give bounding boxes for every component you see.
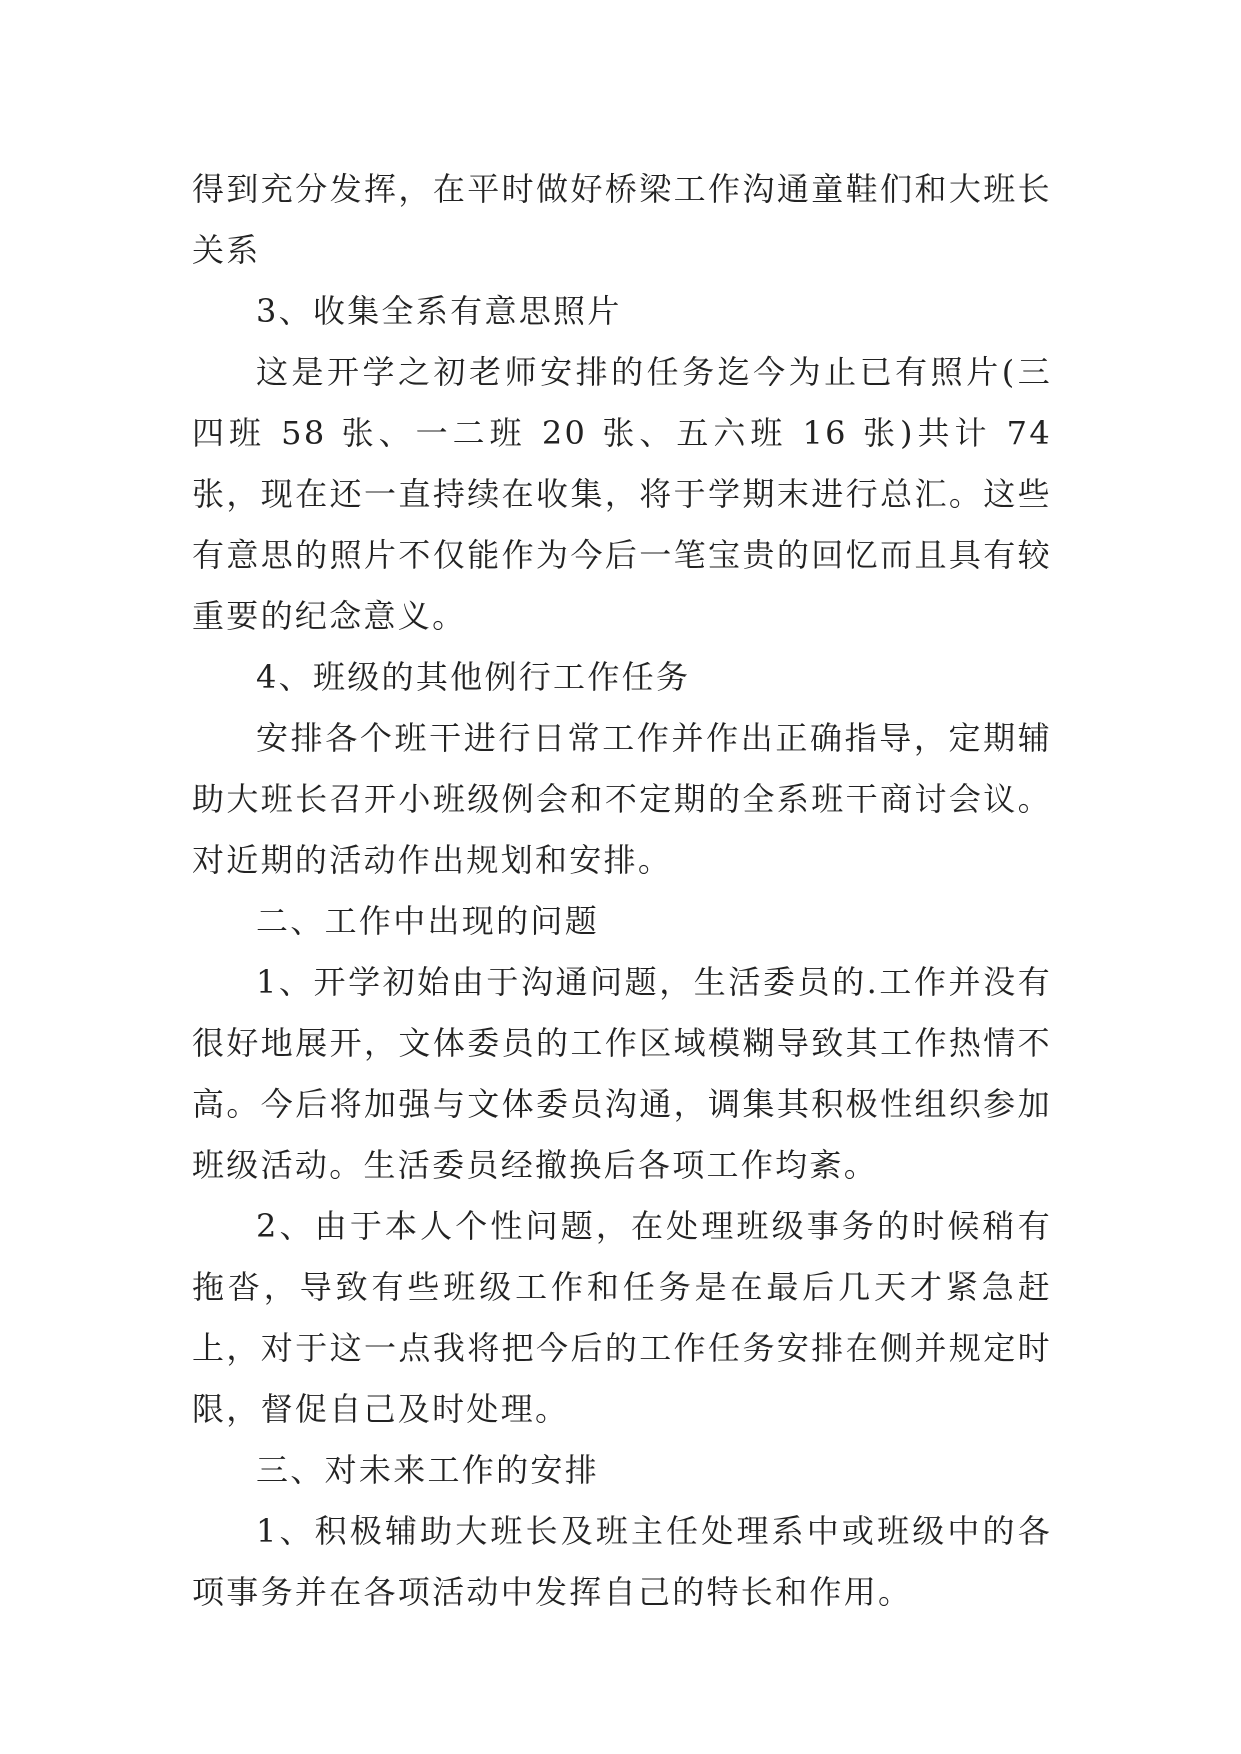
paragraph-photos: 这是开学之初老师安排的任务迄今为止已有照片(三四班 58 张、一二班 20 张、五六班 16 张)共计 74 张，现在还一直持续在收集，将于学期末进行总汇。这些有意思的照片不仅能作为今后一笔宝贵的回忆而且具有较重要的纪念意义。 — [192, 353, 1052, 635]
paragraph-problem-2: 2、由于本人个性问题，在处理班级事务的时候稍有拖沓，导致有些班级工作和任务是在最后几天才紧急赶上，对于这一点我将把今后的工作任务安排在侧并规定时限，督促自己及时处理。 — [192, 1207, 1052, 1428]
section-heading-photos: 3、收集全系有意思照片 — [256, 292, 622, 330]
section-heading-routine-tasks: 4、班级的其他例行工作任务 — [256, 658, 691, 696]
section-heading-problems: 二、工作中出现的问题 — [256, 902, 600, 940]
paragraph-problem-1: 1、开学初始由于沟通问题，生活委员的.工作并没有很好地展开，文体委员的工作区域模糊导致其工作热情不高。今后将加强与文体委员沟通，调集其积极性组织参加班级活动。生活委员经撤换后各项工作均紊。 — [192, 963, 1052, 1184]
section-heading-future-plans: 三、对未来工作的安排 — [256, 1451, 600, 1489]
document-body — [192, 159, 1052, 1623]
paragraph-future-plan-1: 1、积极辅助大班长及班主任处理系中或班级中的各项事务并在各项活动中发挥自己的特长和作用。 — [192, 1512, 1052, 1611]
paragraph-routine-tasks: 安排各个班干进行日常工作并作出正确指导，定期辅助大班长召开小班级例会和不定期的全系班干商讨会议。对近期的活动作出规划和安排。 — [192, 719, 1052, 879]
paragraph-continued: 得到充分发挥，在平时做好桥梁工作沟通童鞋们和大班长关系 — [192, 170, 1052, 269]
